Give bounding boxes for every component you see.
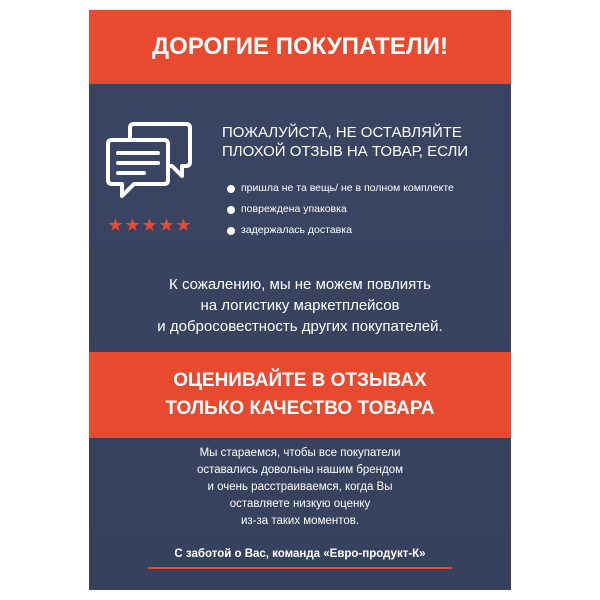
bullet-dot-icon bbox=[227, 185, 235, 193]
page-title: ДОРОГИЕ ПОКУПАТЕЛИ! bbox=[152, 33, 448, 60]
star-icon: ★ bbox=[158, 215, 175, 235]
bullet-dot-icon bbox=[227, 227, 235, 235]
message-text bbox=[89, 445, 511, 530]
list-item bbox=[227, 178, 454, 199]
star-icon: ★ bbox=[124, 215, 141, 235]
headline-line-1: ПОЖАЛУЙСТА, НЕ ОСТАВЛЯЙТЕ bbox=[222, 124, 462, 141]
star-icon: ★ bbox=[141, 215, 158, 235]
headline-line-2 bbox=[222, 143, 468, 160]
message-line: Мы стараемся, чтобы все покупатели bbox=[199, 447, 401, 459]
cta-line-2: ТОЛЬКО КАЧЕСТВО ТОВАРА bbox=[165, 398, 435, 419]
signature: С заботой о Вас, команда «Евро-продукт-К» bbox=[174, 548, 426, 560]
chat-bubbles-icon bbox=[104, 110, 194, 210]
star-icon: ★ bbox=[107, 215, 124, 235]
notice-headline bbox=[222, 123, 512, 161]
cta-line-1: ОЦЕНИВАЙТЕ В ОТЗЫВАХ bbox=[173, 370, 427, 391]
review-notice-card bbox=[89, 10, 511, 590]
signature-underline bbox=[148, 567, 452, 569]
message-line: оставляете низкую оценку bbox=[229, 498, 371, 510]
message-line: и очень расстраиваемся, когда Вы bbox=[207, 481, 393, 493]
logistics-text bbox=[89, 274, 511, 337]
logistics-line: и добросовестность других покупателей. bbox=[157, 318, 443, 335]
condition-text: пришла не та вещь/ не в полном комплекте bbox=[241, 182, 454, 194]
logistics-line: К сожалению, мы не можем повлиять bbox=[169, 276, 431, 293]
list-item bbox=[227, 220, 454, 241]
message-line: из-за таких моментов. bbox=[240, 515, 360, 527]
top-banner bbox=[89, 10, 511, 84]
call-to-action-banner bbox=[89, 352, 511, 438]
rating-stars bbox=[107, 216, 192, 234]
message-line: оставались довольны нашим брендом bbox=[196, 464, 404, 476]
headline-if: ЕСЛИ bbox=[422, 143, 469, 160]
bullet-dot-icon bbox=[227, 206, 235, 214]
headline-line-2-main: ПЛОХОЙ ОТЗЫВ НА ТОВАР, bbox=[222, 143, 423, 160]
conditions-list bbox=[227, 178, 454, 241]
logistics-line: на логистику маркетплейсов bbox=[200, 297, 400, 314]
star-icon: ★ bbox=[175, 215, 192, 235]
condition-text: задержалась доставка bbox=[241, 224, 352, 236]
condition-text: повреждена упаковка bbox=[241, 203, 347, 215]
list-item bbox=[227, 199, 454, 220]
